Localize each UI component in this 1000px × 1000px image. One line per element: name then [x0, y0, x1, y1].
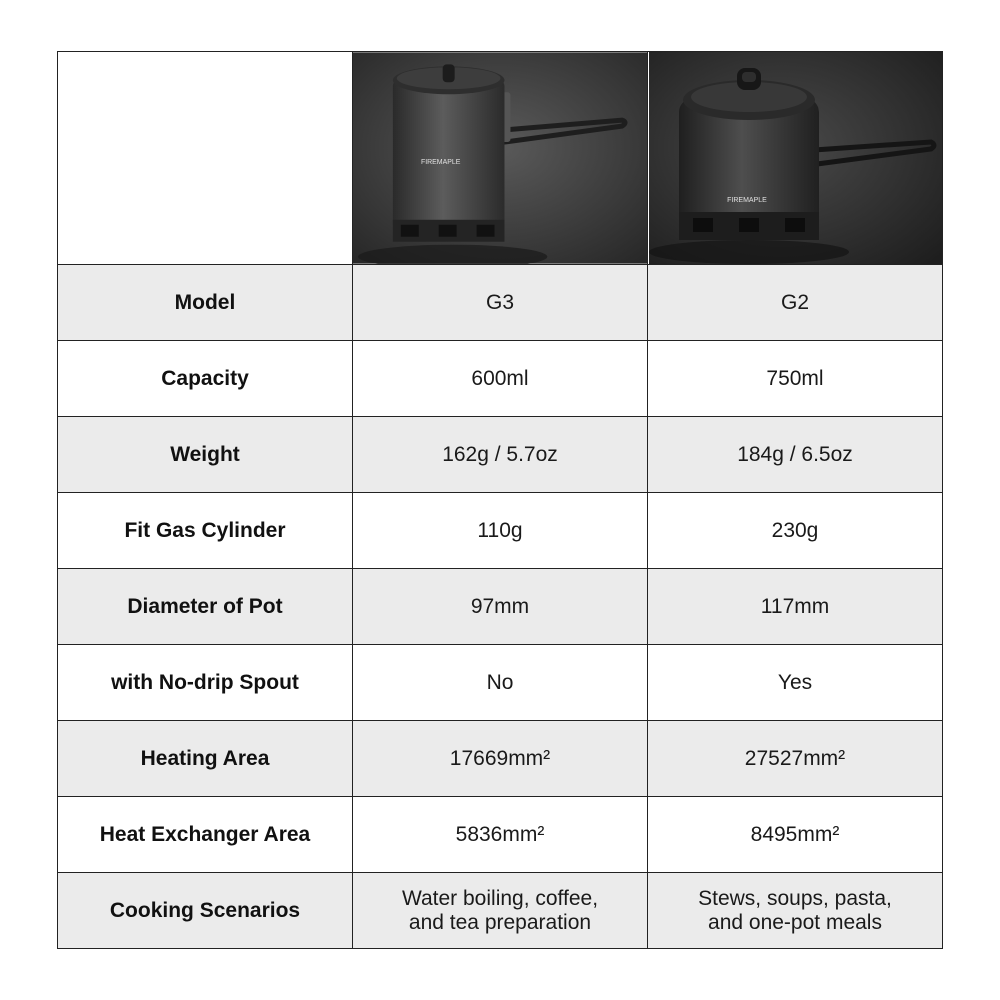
product-photo-g3: [353, 52, 648, 264]
value-g2-gas-cylinder: 230g: [771, 518, 819, 542]
row-label-heat-exchanger-area: Heat Exchanger Area: [58, 797, 353, 872]
value-g2-diameter: 117mm: [760, 594, 830, 618]
table-row: [58, 644, 942, 720]
row-label-cooking-scenarios: Cooking Scenarios: [58, 873, 353, 948]
table-row: [58, 872, 942, 948]
brand-logo-g3: FIREMAPLE: [420, 158, 461, 166]
table-row: [58, 568, 942, 644]
value-g3-cooking-scenarios: [353, 873, 648, 948]
empty-corner-cell: [58, 52, 353, 264]
value-g2-heat-exchanger-area: 8495mm²: [750, 822, 840, 846]
row-label-fit-gas-cylinder: Fit Gas Cylinder: [58, 493, 353, 568]
table-row: [58, 264, 942, 340]
table-row: [58, 720, 942, 796]
value-g3-heating-area: 17669mm²: [353, 721, 648, 796]
pot-g2-image: [649, 52, 942, 264]
value-g3-no-drip-spout: No: [353, 645, 648, 720]
value-g2-capacity: 750ml: [766, 366, 824, 390]
value-g2-cooking-scenarios: [648, 873, 942, 948]
value-g2-no-drip-spout: Yes: [777, 670, 813, 694]
value-g3-cooking-line-1: Water boiling, coffee,: [401, 886, 599, 910]
value-g2-cooking-line-2: and one-pot meals: [708, 910, 882, 934]
row-label-weight: Weight: [58, 417, 353, 492]
table-row: [58, 492, 942, 568]
value-g3-gas-cylinder: 110g: [353, 493, 648, 568]
row-label-no-drip-spout: with No-drip Spout: [58, 645, 353, 720]
value-g2-model: G2: [780, 290, 809, 314]
value-g3-weight: 162g / 5.7oz: [353, 417, 648, 492]
row-label-model: Model: [58, 265, 353, 340]
table-row: [58, 416, 942, 492]
product-photo-g2: [648, 52, 942, 264]
value-g2-weight: 184g / 6.5oz: [737, 442, 853, 466]
comparison-table: [57, 51, 943, 949]
value-g3-diameter: 97mm: [353, 569, 648, 644]
value-g2-heating-area: 27527mm²: [744, 746, 846, 770]
value-g3-cooking-line-2: and tea preparation: [408, 910, 592, 934]
value-g3-model: G3: [353, 265, 648, 340]
row-label-diameter: Diameter of Pot: [58, 569, 353, 644]
pot-g3-image: [353, 52, 647, 264]
brand-logo-g2: FIREMAPLE: [726, 197, 767, 204]
table-row: [58, 796, 942, 872]
value-g3-heat-exchanger-area: 5836mm²: [353, 797, 648, 872]
header-row: [58, 52, 942, 264]
row-label-capacity: Capacity: [58, 341, 353, 416]
value-g2-cooking-line-1: Stews, soups, pasta,: [698, 886, 892, 910]
row-label-heating-area: Heating Area: [58, 721, 353, 796]
value-g3-capacity: 600ml: [353, 341, 648, 416]
table-row: [58, 340, 942, 416]
